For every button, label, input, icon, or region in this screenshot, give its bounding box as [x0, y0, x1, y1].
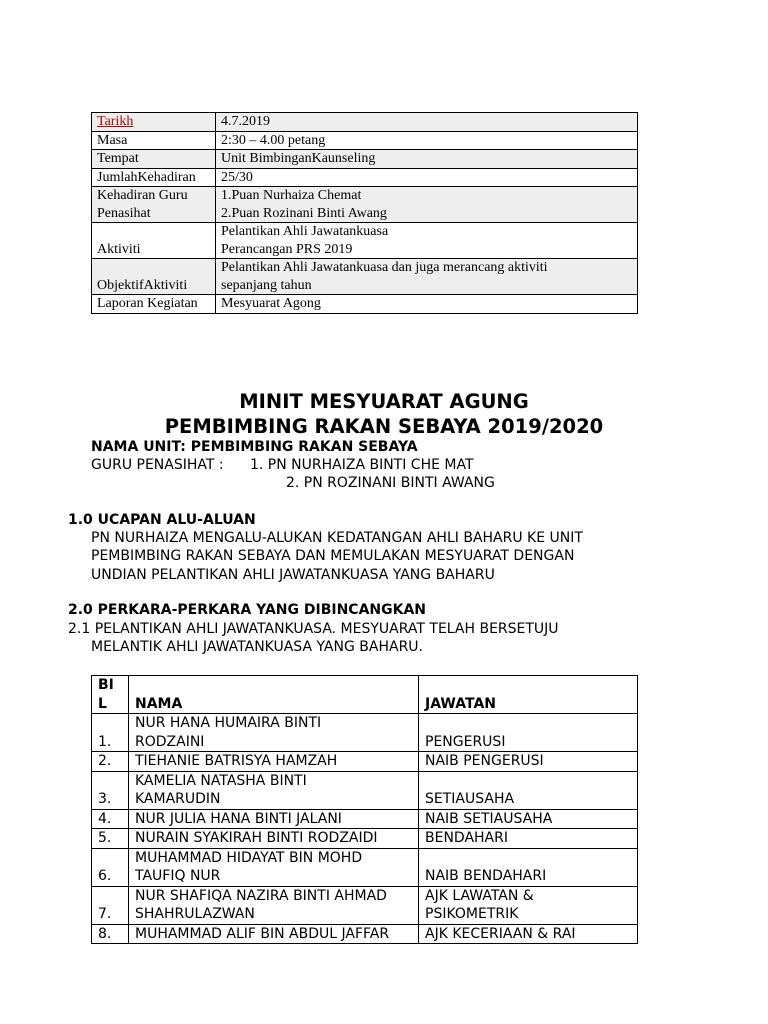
member-name	[129, 752, 419, 772]
info-row-time	[92, 131, 638, 150]
info-value-attendance: 25/30	[216, 168, 638, 187]
header-bil-line-2: L	[98, 695, 107, 712]
member-name	[129, 714, 419, 752]
members-header-row	[92, 676, 638, 714]
member-position	[419, 752, 638, 772]
member-name-line: SHAHRULAZWAN	[135, 906, 255, 922]
info-value-objective	[216, 259, 638, 295]
info-value-date: 4.7.2019	[216, 113, 638, 132]
info-row-advisors	[92, 187, 638, 223]
advisor-line-1: 1.Puan Nurhaiza Chemat	[221, 188, 362, 203]
member-name-line: NURAIN SYAKIRAH BINTI RODZAIDI	[135, 830, 378, 846]
info-label-activity: Aktiviti	[92, 223, 216, 259]
member-name-line: KAMARUDIN	[135, 791, 221, 807]
advisor-name-1: 1. PN NURHAIZA BINTI CHE MAT	[250, 457, 474, 473]
info-value-time: 2:30 – 4.00 petang	[216, 131, 638, 150]
member-name-line: TAUFIQ NUR	[135, 868, 221, 884]
member-bil: 4.	[92, 809, 129, 829]
member-position	[419, 829, 638, 849]
table-row	[92, 771, 638, 809]
member-position	[419, 809, 638, 829]
member-position-line: NAIB SETIAUSAHA	[425, 810, 553, 827]
member-name	[129, 924, 419, 944]
section-2-line-1: 2.1 PELANTIKAN AHLI JAWATANKUASA. MESYUARAT TELAH BERSETUJU	[68, 621, 559, 637]
member-position	[419, 848, 638, 886]
section-1-line-2: PEMBIMBING RAKAN SEBAYA DAN MEMULAKAN MESYUARAT DENGAN	[91, 548, 575, 564]
member-name-line: MUHAMMAD HIDAYAT BIN MOHD	[135, 849, 363, 866]
info-value-place: Unit BimbinganKaunseling	[216, 150, 638, 169]
member-position	[419, 714, 638, 752]
table-row	[92, 752, 638, 772]
info-label-objective: ObjektifAktiviti	[92, 259, 216, 295]
section-1-line-3: UNDIAN PELANTIKAN AHLI JAWATANKUASA YANG BAHARU	[91, 567, 495, 583]
table-row	[92, 886, 638, 924]
document-title: MINIT MESYUARAT AGUNG	[239, 390, 529, 413]
advisor-line-2: 2.Puan Rozinani Binti Awang	[221, 205, 387, 221]
member-bil: 5.	[92, 829, 129, 849]
member-name	[129, 848, 419, 886]
member-name-line: RODZAINI	[135, 733, 205, 750]
unit-name: NAMA UNIT: PEMBIMBING RAKAN SEBAYA	[91, 439, 418, 455]
info-row-attendance	[92, 168, 638, 187]
info-label-time: Masa	[92, 131, 216, 150]
info-row-report	[92, 295, 638, 314]
member-name	[129, 886, 419, 924]
member-name-line: NUR JULIA HANA BINTI JALANI	[135, 810, 342, 827]
member-name-line: NUR HANA HUMAIRA BINTI	[135, 715, 322, 731]
header-nama: NAMA	[129, 676, 419, 714]
section-1-heading: 1.0 UCAPAN ALU-ALUAN	[68, 512, 256, 528]
info-value-activity	[216, 223, 638, 259]
section-1-line-1: PN NURHAIZA MENGALU-ALUKAN KEDATANGAN AHLI BAHARU KE UNIT	[91, 530, 583, 546]
info-value-report: Mesyuarat Agong	[216, 295, 638, 314]
member-position-line: PSIKOMETRIK	[425, 906, 519, 922]
header-bil-line-1: BI	[98, 677, 114, 693]
member-bil: 1.	[92, 714, 129, 752]
advisor-label: GURU PENASIHAT :	[91, 457, 224, 473]
member-name-line: NUR SHAFIQA NAZIRA BINTI AHMAD	[135, 887, 387, 904]
member-position-line: NAIB BENDAHARI	[425, 868, 547, 884]
member-position-line: AJK KECERIAAN & RAI	[425, 925, 576, 942]
section-2-line-2: MELANTIK AHLI JAWATANKUASA YANG BAHARU.	[91, 639, 423, 655]
info-label-place: Tempat	[92, 150, 216, 169]
activity-line-2: Perancangan PRS 2019	[221, 241, 353, 257]
activity-line-1: Pelantikan Ahli Jawatankuasa	[221, 224, 389, 239]
info-label-advisors: Kehadiran Guru Penasihat	[92, 187, 216, 223]
objective-line-1: Pelantikan Ahli Jawatankuasa dan juga merancang aktiviti	[221, 260, 548, 275]
info-row-activity	[92, 223, 638, 259]
member-bil: 2.	[92, 752, 129, 772]
header-bil	[92, 676, 129, 714]
objective-line-2: sepanjang tahun	[221, 277, 312, 293]
committee-members-table	[91, 675, 638, 944]
member-name-line: TIEHANIE BATRISYA HAMZAH	[135, 753, 338, 769]
document-subtitle: PEMBIMBING RAKAN SEBAYA 2019/2020	[164, 415, 604, 438]
member-position	[419, 924, 638, 944]
table-row	[92, 924, 638, 944]
info-value-advisors	[216, 187, 638, 223]
info-label-attendance: JumlahKehadiran	[92, 168, 216, 187]
table-row	[92, 848, 638, 886]
member-bil: 7.	[92, 886, 129, 924]
member-rows	[92, 714, 638, 944]
table-row	[92, 829, 638, 849]
member-bil: 6.	[92, 848, 129, 886]
table-row	[92, 809, 638, 829]
advisor-name-2: 2. PN ROZINANI BINTI AWANG	[286, 475, 495, 491]
member-name-line: KAMELIA NATASHA BINTI	[135, 772, 307, 789]
header-jawatan: JAWATAN	[419, 676, 638, 714]
member-position-line: PENGERUSI	[425, 733, 506, 750]
info-label-report: Laporan Kegiatan	[92, 295, 216, 314]
info-row-date	[92, 113, 638, 132]
member-position-line: BENDAHARI	[425, 830, 508, 846]
member-name	[129, 771, 419, 809]
info-row-place	[92, 150, 638, 169]
member-name-line: MUHAMMAD ALIF BIN ABDUL JAFFAR	[135, 925, 390, 942]
info-row-objective	[92, 259, 638, 295]
info-label-date: Tarikh	[97, 114, 134, 129]
member-position	[419, 771, 638, 809]
member-bil: 3.	[92, 771, 129, 809]
table-row	[92, 714, 638, 752]
member-position-line: NAIB PENGERUSI	[425, 753, 544, 769]
member-position-line: AJK LAWATAN &	[425, 887, 534, 904]
meeting-info-table	[91, 112, 638, 314]
member-name	[129, 829, 419, 849]
member-bil: 8.	[92, 924, 129, 944]
member-position	[419, 886, 638, 924]
section-2-heading: 2.0 PERKARA-PERKARA YANG DIBINCANGKAN	[68, 602, 427, 618]
member-position-line: SETIAUSAHA	[425, 791, 515, 807]
member-name	[129, 809, 419, 829]
